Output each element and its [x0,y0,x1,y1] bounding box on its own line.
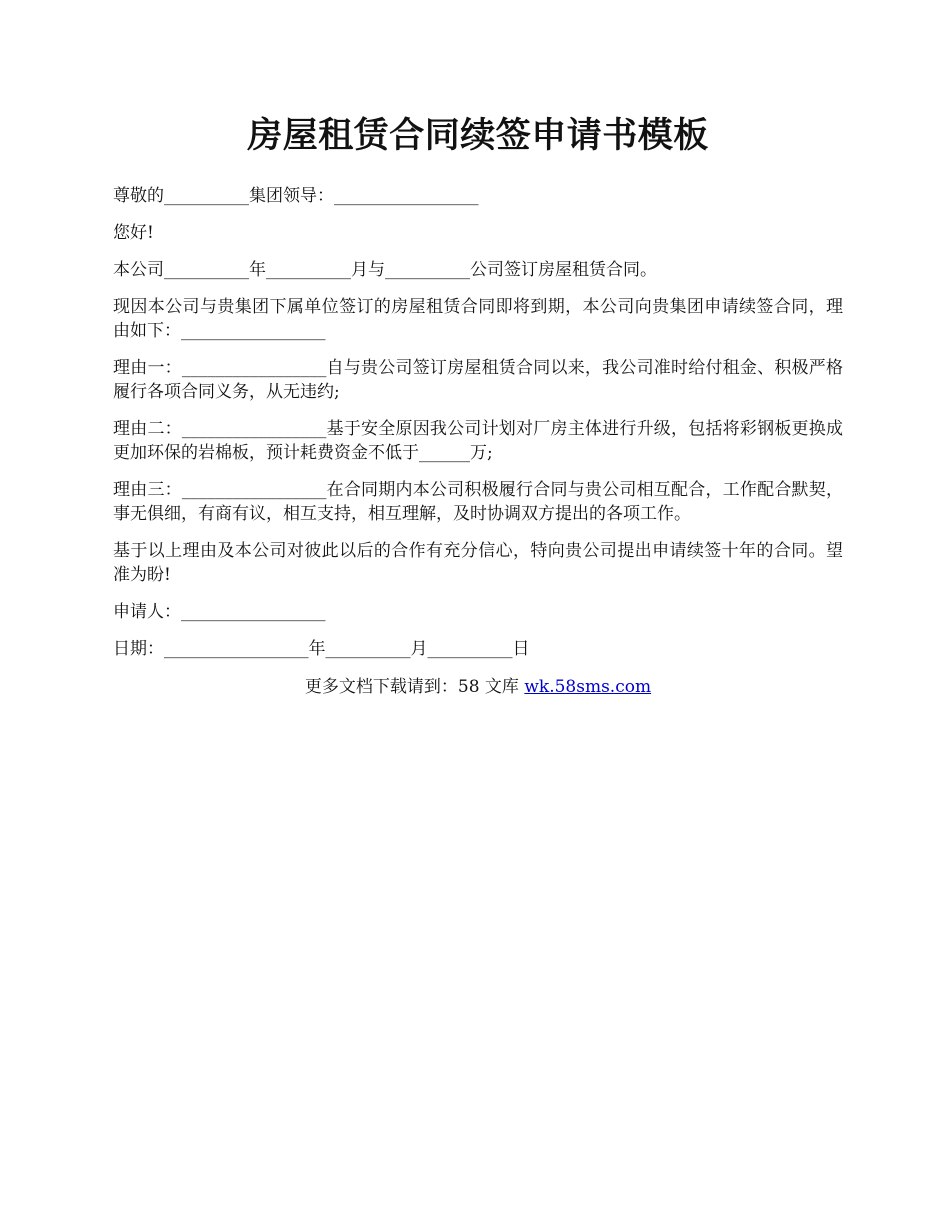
reason-three: 理由三：_________________在合同期内本公司积极履行合同与贵公司相互配合，工作配合默契，事无俱细，有商有议，相互支持，相互理解，及时协调双方提出的各项工作。 [113,480,843,524]
date-line: 日期：_________________年__________月__________日 [113,639,530,659]
document-title: 房屋租赁合同续签申请书模板 [247,115,709,156]
salutation: 尊敬的__________集团领导：_________________ [113,186,479,206]
conclusion: 基于以上理由及本公司对彼此以后的合作有充分信心，特向贵公司提出申请续签十年的合同。望准为盼! [113,541,843,585]
document-page [113,110,843,699]
applicant-line: 申请人：_________________ [113,602,326,622]
greeting: 您好! [113,223,154,243]
reason-two: 理由二：_________________基于安全原因我公司计划对厂房主体进行升级，包括将彩钢板更换成更加环保的岩棉板，预计耗费资金不低于______万; [113,419,843,463]
reason-one: 理由一：_________________自与贵公司签订房屋租赁合同以来，我公司准时给付租金、积极严格履行各项合同义务，从无违约; [113,358,843,402]
footer-link[interactable]: wk.58sms.com [524,677,652,697]
footer-text: 更多文档下载请到：58 文库 [304,677,525,697]
renewal-request: 现因本公司与贵集团下属单位签订的房屋租赁合同即将到期，本公司向贵集团申请续签合同，理由如下：_________________ [113,297,843,341]
footer [113,675,843,699]
contract-info: 本公司__________年__________月与__________公司签订房屋租赁合同。 [113,260,657,280]
